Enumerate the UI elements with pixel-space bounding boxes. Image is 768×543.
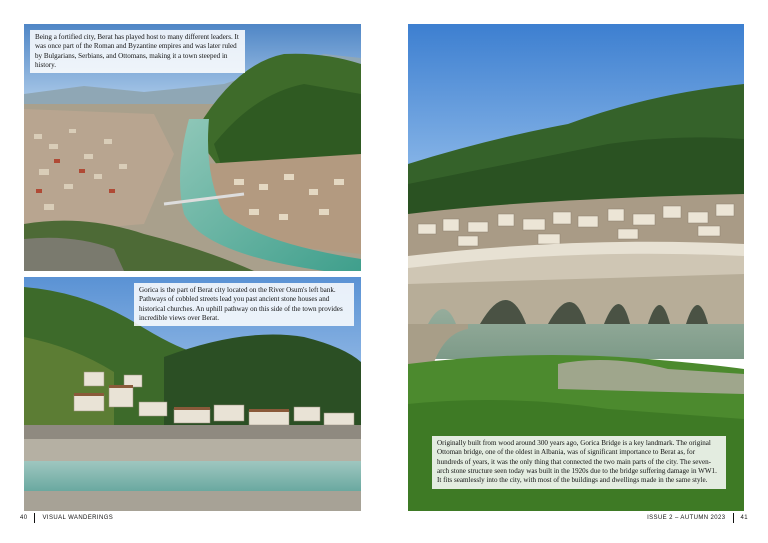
left-page-number: 40 [20, 515, 28, 521]
gorica-bridge-caption: Originally built from wood around 300 years ago, Gorica Bridge is a key landmark. The original Ottoman bridge, one of the oldest in Albania, was of significant importance to Berat as, for hundreds of years, it was the only thing that connected the two main parts of the city. The seven-arch stone structure seen today was built in the 1920s due to the bridge suffering damage in WW1. It fits seamlessly into the city, with most of the buildings and dwellings made in the same style. [432, 436, 726, 489]
right-page-number: 41 [740, 515, 748, 521]
footer-divider [733, 513, 734, 523]
issue-label: ISSUE 2 – AUTUMN 2023 [647, 515, 726, 521]
right-footer [647, 513, 748, 523]
berat-aerial-photo [24, 24, 361, 271]
right-page [384, 0, 768, 543]
left-footer [20, 513, 113, 523]
footer-divider [34, 513, 35, 523]
gorica-riverside-photo [24, 277, 361, 511]
gorica-riverside-caption: Gorica is the part of Berat city located on the River Osum's left bank. Pathways of cobbled streets lead you past ancient stone houses and historical churches. An uphill pathway on this side of the town provides incredible views over Berat. [134, 283, 354, 326]
berat-aerial-caption: Being a fortified city, Berat has played host to many different leaders. It was once part of the Roman and Byzantine empires and was later ruled by Bulgarians, Serbians, and Ottomans, making it a town steeped in history. [30, 30, 245, 73]
section-title: VISUAL WANDERINGS [42, 515, 114, 521]
gorica-bridge-photo [408, 24, 744, 511]
